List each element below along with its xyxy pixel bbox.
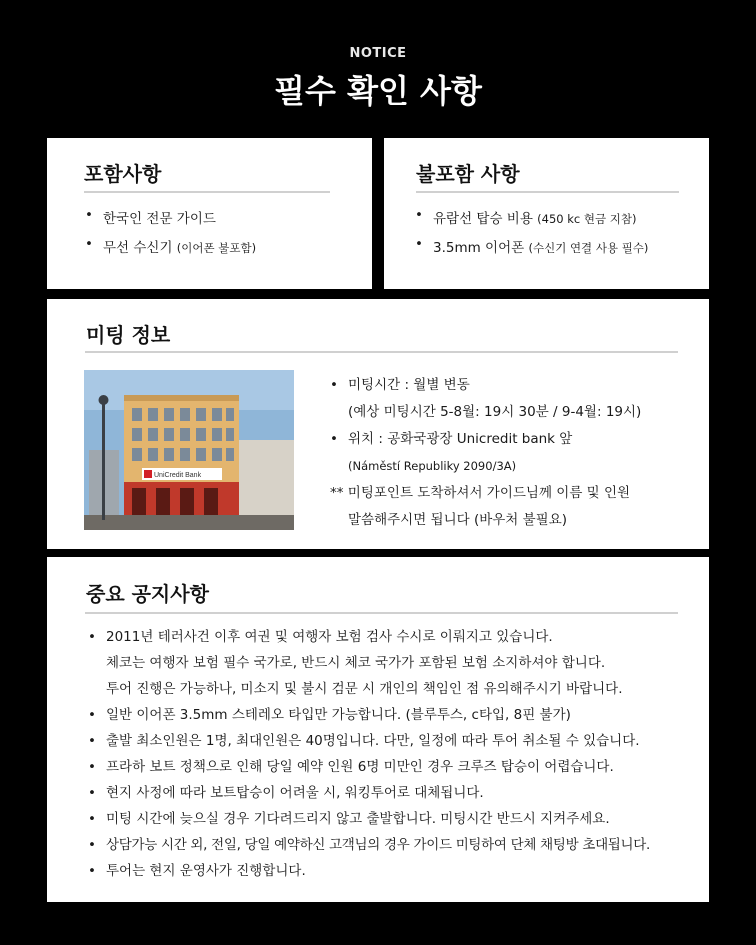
included-card (47, 138, 372, 289)
meeting-card (47, 299, 709, 549)
list-item: • 미팅 시간에 늦으실 경우 기다려드리지 않고 출발합니다. 미팅시간 반드시 지켜주세요. (88, 806, 650, 832)
meeting-time-detail: (예상 미팅시간 5-8월: 19시 30분 / 9-4월: 19시) (348, 404, 642, 420)
important-list (88, 624, 650, 884)
excluded-list (415, 207, 648, 256)
important-divider (85, 612, 678, 614)
meeting-address: (Náměstí Republiky 2090/3A) (348, 459, 517, 473)
svg-text:UniCredit Bank: UniCredit Bank (154, 472, 202, 479)
meeting-title: 미팅 정보 (86, 323, 171, 347)
page-title: 필수 확인 사항 (274, 72, 482, 110)
list-item: • 현지 사정에 따라 보트탑승이 어려울 시, 워킹투어로 대체됩니다. (88, 780, 650, 806)
important-card (47, 557, 709, 902)
included-divider (84, 191, 330, 193)
list-item: • 투어는 현지 운영사가 진행합니다. (88, 858, 650, 884)
list-item: • 일반 이어폰 3.5mm 스테레오 타입만 가능합니다. (블루투스, c타입, 8핀 불가) (88, 702, 650, 728)
building-icon (84, 370, 294, 530)
list-item: • 프라하 보트 정책으로 인해 당일 예약 인원 6명 미만인 경우 크루즈 탑승이 어렵습니다. (88, 754, 650, 780)
list-item: • 3.5mm 이어폰 (수신기 연결 사용 필수) (415, 236, 648, 256)
meeting-divider (85, 351, 678, 353)
meeting-place: • 위치 : 공화국광장 Unicredit bank 앞 (330, 426, 641, 453)
list-item: • 상담가능 시간 외, 전일, 당일 예약하신 고객님의 경우 가이드 미팅하여 단체 채팅방 초대됩니다. (88, 832, 650, 858)
meeting-note-cont: 말씀해주시면 됩니다 (바우처 불필요) (348, 512, 568, 528)
important-title: 중요 공지사항 (86, 582, 209, 606)
meeting-time: • 미팅시간 : 월별 변동 (330, 372, 641, 399)
meeting-note: ** 미팅포인트 도착하셔서 가이드님께 이름 및 인원 (330, 485, 631, 501)
included-list (85, 207, 256, 256)
notice-label: NOTICE (349, 46, 407, 61)
list-item: • 한국인 전문 가이드 (85, 207, 256, 227)
excluded-divider (416, 191, 679, 193)
included-title: 포함사항 (84, 162, 162, 186)
list-item: 투어 진행은 가능하나, 미소지 및 불시 검문 시 개인의 책임인 점 유의해주시기 바랍니다. (106, 681, 623, 697)
excluded-card (384, 138, 709, 289)
list-item: • 무선 수신기 (이어폰 불포함) (85, 236, 256, 256)
meeting-info-list (330, 372, 641, 534)
list-item: • 유람선 탑승 비용 (450 kc 현금 지참) (415, 207, 648, 227)
list-item: • 출발 최소인원은 1명, 최대인원은 40명입니다. 다만, 일정에 따라 투어 취소될 수 있습니다. (88, 728, 650, 754)
list-item: • 2011년 테러사건 이후 여권 및 여행자 보험 검사 수시로 이뤄지고 있습니다. (88, 624, 650, 650)
list-item: 체코는 여행자 보험 필수 국가로, 반드시 체코 국가가 포함된 보험 소지하셔야 합니다. (106, 655, 606, 671)
excluded-title: 불포함 사항 (416, 162, 520, 186)
meeting-point-photo (84, 370, 294, 530)
